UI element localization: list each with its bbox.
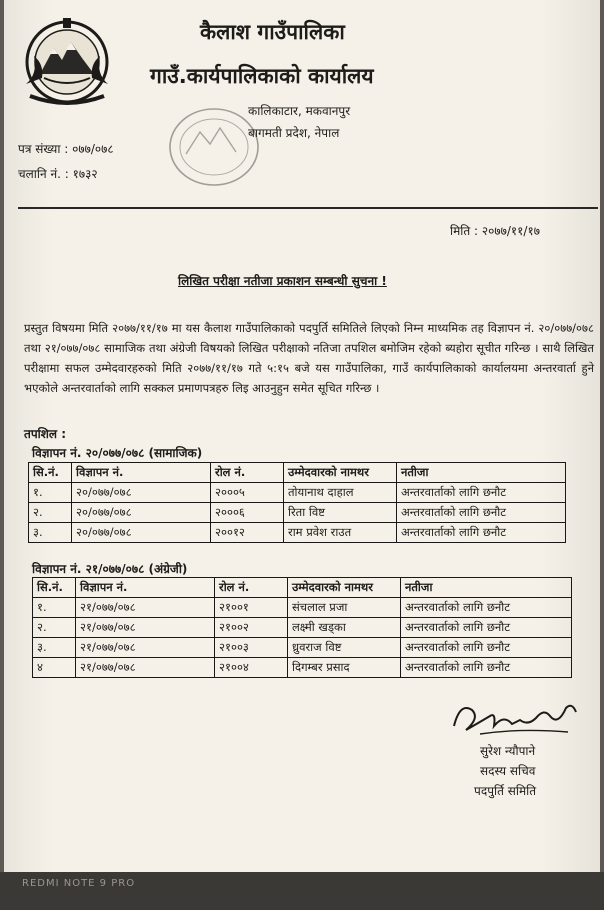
- results-table-english: [32, 577, 572, 678]
- header-candidate-name: उम्मेदवारको नामथर: [284, 463, 397, 483]
- address-line-2: बागमती प्रदेश, नेपाल: [248, 126, 340, 140]
- table-row: [29, 503, 566, 523]
- cell-sn: १.: [33, 598, 76, 618]
- cell-ad-no: २०/०७७/०७८: [72, 523, 211, 543]
- cell-roll-no: २१००३: [215, 638, 288, 658]
- cell-result: अन्तरवार्ताको लागि छनौट: [401, 638, 572, 658]
- cell-candidate-name: तोयानाथ दाहाल: [284, 483, 397, 503]
- table-row: [33, 658, 572, 678]
- cell-sn: २.: [29, 503, 72, 523]
- cell-roll-no: २०००५: [211, 483, 284, 503]
- cell-sn: ३.: [33, 638, 76, 658]
- header-result: नतीजा: [397, 463, 566, 483]
- table-header-row: [33, 578, 572, 598]
- header-ad-no: विज्ञापन नं.: [76, 578, 215, 598]
- header-sn: सि.नं.: [29, 463, 72, 483]
- date-value: २०७७/११/१७: [481, 224, 540, 238]
- cell-candidate-name: दिगम्बर प्रसाद: [288, 658, 401, 678]
- annex-label: तपशिल :: [24, 427, 67, 441]
- table-caption-english: विज्ञापन नं. २१/०७७/०७८ (अंग्रेजी): [32, 562, 188, 576]
- date-label: मिति :: [450, 224, 479, 238]
- cell-sn: १.: [29, 483, 72, 503]
- cell-result: अन्तरवार्ताको लागि छनौट: [397, 503, 566, 523]
- cell-sn: २.: [33, 618, 76, 638]
- cell-roll-no: २०००६: [211, 503, 284, 523]
- cell-ad-no: २०/०७७/०७८: [72, 483, 211, 503]
- municipality-name: कैलाश गाउँपालिका: [200, 20, 345, 44]
- cell-result: अन्तरवार्ताको लागि छनौट: [401, 598, 572, 618]
- table-row: [29, 523, 566, 543]
- cell-roll-no: २१००२: [215, 618, 288, 638]
- cell-result: अन्तरवार्ताको लागि छनौट: [397, 523, 566, 543]
- header-roll-no: रोल नं.: [211, 463, 284, 483]
- cell-result: अन्तरवार्ताको लागि छनौट: [401, 658, 572, 678]
- cell-candidate-name: संचलाल प्रजा: [288, 598, 401, 618]
- cell-sn: ४: [33, 658, 76, 678]
- cell-ad-no: २१/०७७/०७८: [76, 638, 215, 658]
- letter-body: प्रस्तुत विषयमा मिति २०७७/११/१७ मा यस कैलाश गाउँपालिकाको पदपुर्ति समितिले लिएको निम्न माध्यमिक तह विज्ञापन नं. २०/०७७/०७८ तथा २१/०७७/०७८ सामाजिक तथा अंग्रेजी विषयको लिखित परीक्षाको नतिजा तपशिल बमोजिम रहेको ब्यहोरा सूचीत गरिन्छ । साथै लिखित परीक्षामा सफल उम्मेदवारहरुको मिति २०७७/११/१७ गते ५:१५ बजे यस गाउँपालिका, गाउँ कार्यपालिकाको कार्यालयमा अन्तरवार्ता हुने भएकोले अन्तरवार्ताको लागि सक्कल प्रमाणपत्रहरु लिइ आउनुहुन समेत सूचित गरिन्छ ।: [24, 321, 594, 395]
- header-sn: सि.नं.: [33, 578, 76, 598]
- table-header-row: [29, 463, 566, 483]
- dispatch-value: १७३२: [72, 167, 98, 181]
- table-row: [33, 618, 572, 638]
- cell-sn: ३.: [29, 523, 72, 543]
- cell-candidate-name: लक्ष्मी खड्का: [288, 618, 401, 638]
- results-table-social: [28, 462, 566, 543]
- cell-roll-no: २००१२: [211, 523, 284, 543]
- handwritten-signature-icon: [450, 696, 580, 742]
- camera-watermark: REDMI NOTE 9 PRO: [22, 878, 136, 889]
- office-name: गाउँ.कार्यपालिकाको कार्यालय: [150, 64, 374, 88]
- table-row: [33, 638, 572, 658]
- header-ad-no: विज्ञापन नं.: [72, 463, 211, 483]
- cell-ad-no: २१/०७७/०७८: [76, 658, 215, 678]
- cell-roll-no: २१००१: [215, 598, 288, 618]
- cell-candidate-name: ध्रुवराज विष्ट: [288, 638, 401, 658]
- signatory-title: सदस्य सचिव: [480, 764, 536, 778]
- cell-candidate-name: राम प्रवेश राउत: [284, 523, 397, 543]
- header-roll-no: रोल नं.: [215, 578, 288, 598]
- cell-ad-no: २१/०७७/०७८: [76, 598, 215, 618]
- header-result: नतीजा: [401, 578, 572, 598]
- signatory-name: सुरेश न्यौपाने: [480, 744, 536, 758]
- reference-number: [18, 140, 114, 157]
- letter-subject: लिखित परीक्षा नतीजा प्रकाशन सम्बन्धी सुचना !: [178, 274, 387, 288]
- signatory-committee: पदपुर्ति समिति: [474, 784, 537, 798]
- nepal-government-emblem-icon: [16, 14, 118, 108]
- table-row: [33, 598, 572, 618]
- header-divider: [18, 207, 598, 209]
- dispatch-number: [18, 165, 98, 182]
- cell-ad-no: २०/०७७/०७८: [72, 503, 211, 523]
- table-caption-social: विज्ञापन नं. २०/०७७/०७८ (सामाजिक): [32, 446, 203, 460]
- table-row: [29, 483, 566, 503]
- letter-date: [450, 222, 540, 239]
- letter-page: [4, 0, 600, 872]
- cell-ad-no: २१/०७७/०७८: [76, 618, 215, 638]
- dispatch-label: चलानि नं. :: [18, 167, 69, 181]
- header-candidate-name: उम्मेदवारको नामथर: [288, 578, 401, 598]
- cell-result: अन्तरवार्ताको लागि छनौट: [401, 618, 572, 638]
- reference-value: ०७७/०७८: [72, 142, 114, 156]
- cell-result: अन्तरवार्ताको लागि छनौट: [397, 483, 566, 503]
- reference-label: पत्र संख्या :: [18, 142, 69, 156]
- cell-candidate-name: रिता विष्ट: [284, 503, 397, 523]
- address-line-1: कालिकाटार, मकवानपुर: [248, 104, 351, 118]
- cell-roll-no: २१००४: [215, 658, 288, 678]
